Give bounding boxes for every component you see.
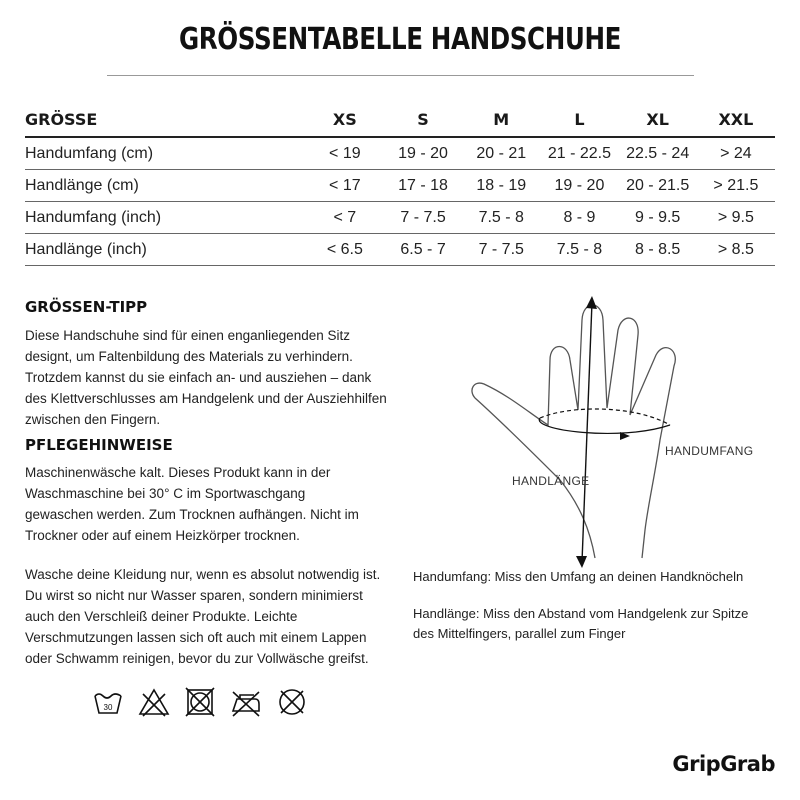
table-cell: 8 - 9 (540, 202, 618, 234)
header-cell: M (462, 102, 540, 137)
no-bleach-icon (138, 686, 170, 718)
table-cell: 8 - 8.5 (619, 234, 697, 266)
row-label: Handumfang (inch) (25, 202, 306, 234)
header-cell: XL (619, 102, 697, 137)
brand-logo: GripGrab (672, 752, 775, 776)
page-title: GRÖSSENTABELLE HANDSCHUHE (178, 22, 622, 57)
tip-text: Diese Handschuhe sind für einen enganliegenden Sitz designt, um Faltenbildung des Materials zu verhindern. Trotzdem kannst du sie einfach an- und ausziehen – dank des Klettverschlusses am Handgelenk und der Ausziehhilfen zwischen den Fingern. (25, 328, 387, 427)
table-cell: < 6.5 (306, 234, 384, 266)
table-cell: 22.5 - 24 (619, 137, 697, 170)
title-divider (107, 75, 694, 76)
table-cell: 21 - 22.5 (540, 137, 618, 170)
table-cell: > 21.5 (697, 170, 775, 202)
table-cell: 17 - 18 (384, 170, 462, 202)
table-cell: 7.5 - 8 (462, 202, 540, 234)
table-cell: 20 - 21 (462, 137, 540, 170)
table-cell: 18 - 19 (462, 170, 540, 202)
row-label: Handumfang (cm) (25, 137, 306, 170)
no-tumble-dry-icon (184, 686, 216, 718)
size-table-header (25, 102, 775, 137)
size-table (25, 102, 775, 266)
table-cell: 6.5 - 7 (384, 234, 462, 266)
care-text-2: Wasche deine Kleidung nur, wenn es absolut notwendig ist. Du wirst so nicht nur Wasser sparen, sondern minimierst auch den Verschleiß deiner Produkte. Leichte Verschmutzungen lassen sich oft auch mit einem Lappen oder Schwamm reinigen, bevor du zur Vollwäsche greifst. (25, 567, 381, 666)
header-cell: XS (306, 102, 384, 137)
care-heading: PFLEGEHINWEISE (25, 436, 173, 454)
header-cell: S (384, 102, 462, 137)
table-cell: 19 - 20 (540, 170, 618, 202)
header-cell: XXL (697, 102, 775, 137)
table-cell: 20 - 21.5 (619, 170, 697, 202)
header-cell: GRÖSSE (25, 102, 306, 137)
caption-circumference: Handumfang: Miss den Umfang an deinen Handknöcheln (413, 569, 744, 584)
care-text-1: Maschinenwäsche kalt. Dieses Produkt kann in der Waschmaschine bei 30° C im Sportwaschgang gewaschen werden. Zum Trocknen aufhängen. Nicht im Trockner oder auf einem Heizkörper trocknen. (25, 465, 359, 543)
row-label: Handlänge (inch) (25, 234, 306, 266)
no-iron-icon (230, 686, 262, 718)
table-cell: 19 - 20 (384, 137, 462, 170)
circumference-label: HANDUMFANG (665, 444, 754, 458)
table-cell: > 8.5 (697, 234, 775, 266)
length-label: HANDLÄNGE (512, 474, 590, 488)
table-cell: 7 - 7.5 (462, 234, 540, 266)
row-label: Handlänge (cm) (25, 170, 306, 202)
table-cell: < 7 (306, 202, 384, 234)
care-symbols (92, 686, 308, 718)
wash-30-icon (92, 686, 124, 718)
table-cell: 7 - 7.5 (384, 202, 462, 234)
header-cell: L (540, 102, 618, 137)
table-cell: 7.5 - 8 (540, 234, 618, 266)
wash-temp-label: 30 (103, 703, 113, 712)
hand-outline-icon (470, 290, 770, 570)
table-row (25, 170, 775, 202)
table-cell: < 19 (306, 137, 384, 170)
table-row (25, 202, 775, 234)
table-cell: 9 - 9.5 (619, 202, 697, 234)
table-row (25, 137, 775, 170)
table-row (25, 234, 775, 266)
table-cell: > 9.5 (697, 202, 775, 234)
caption-length: Handlänge: Miss den Abstand vom Handgelenk zur Spitze des Mittelfingers, parallel zum Finger (413, 606, 749, 641)
table-cell: > 24 (697, 137, 775, 170)
tip-heading: GRÖSSEN-TIPP (25, 298, 148, 316)
no-dry-clean-icon (276, 686, 308, 718)
table-cell: < 17 (306, 170, 384, 202)
hand-diagram (470, 290, 770, 570)
